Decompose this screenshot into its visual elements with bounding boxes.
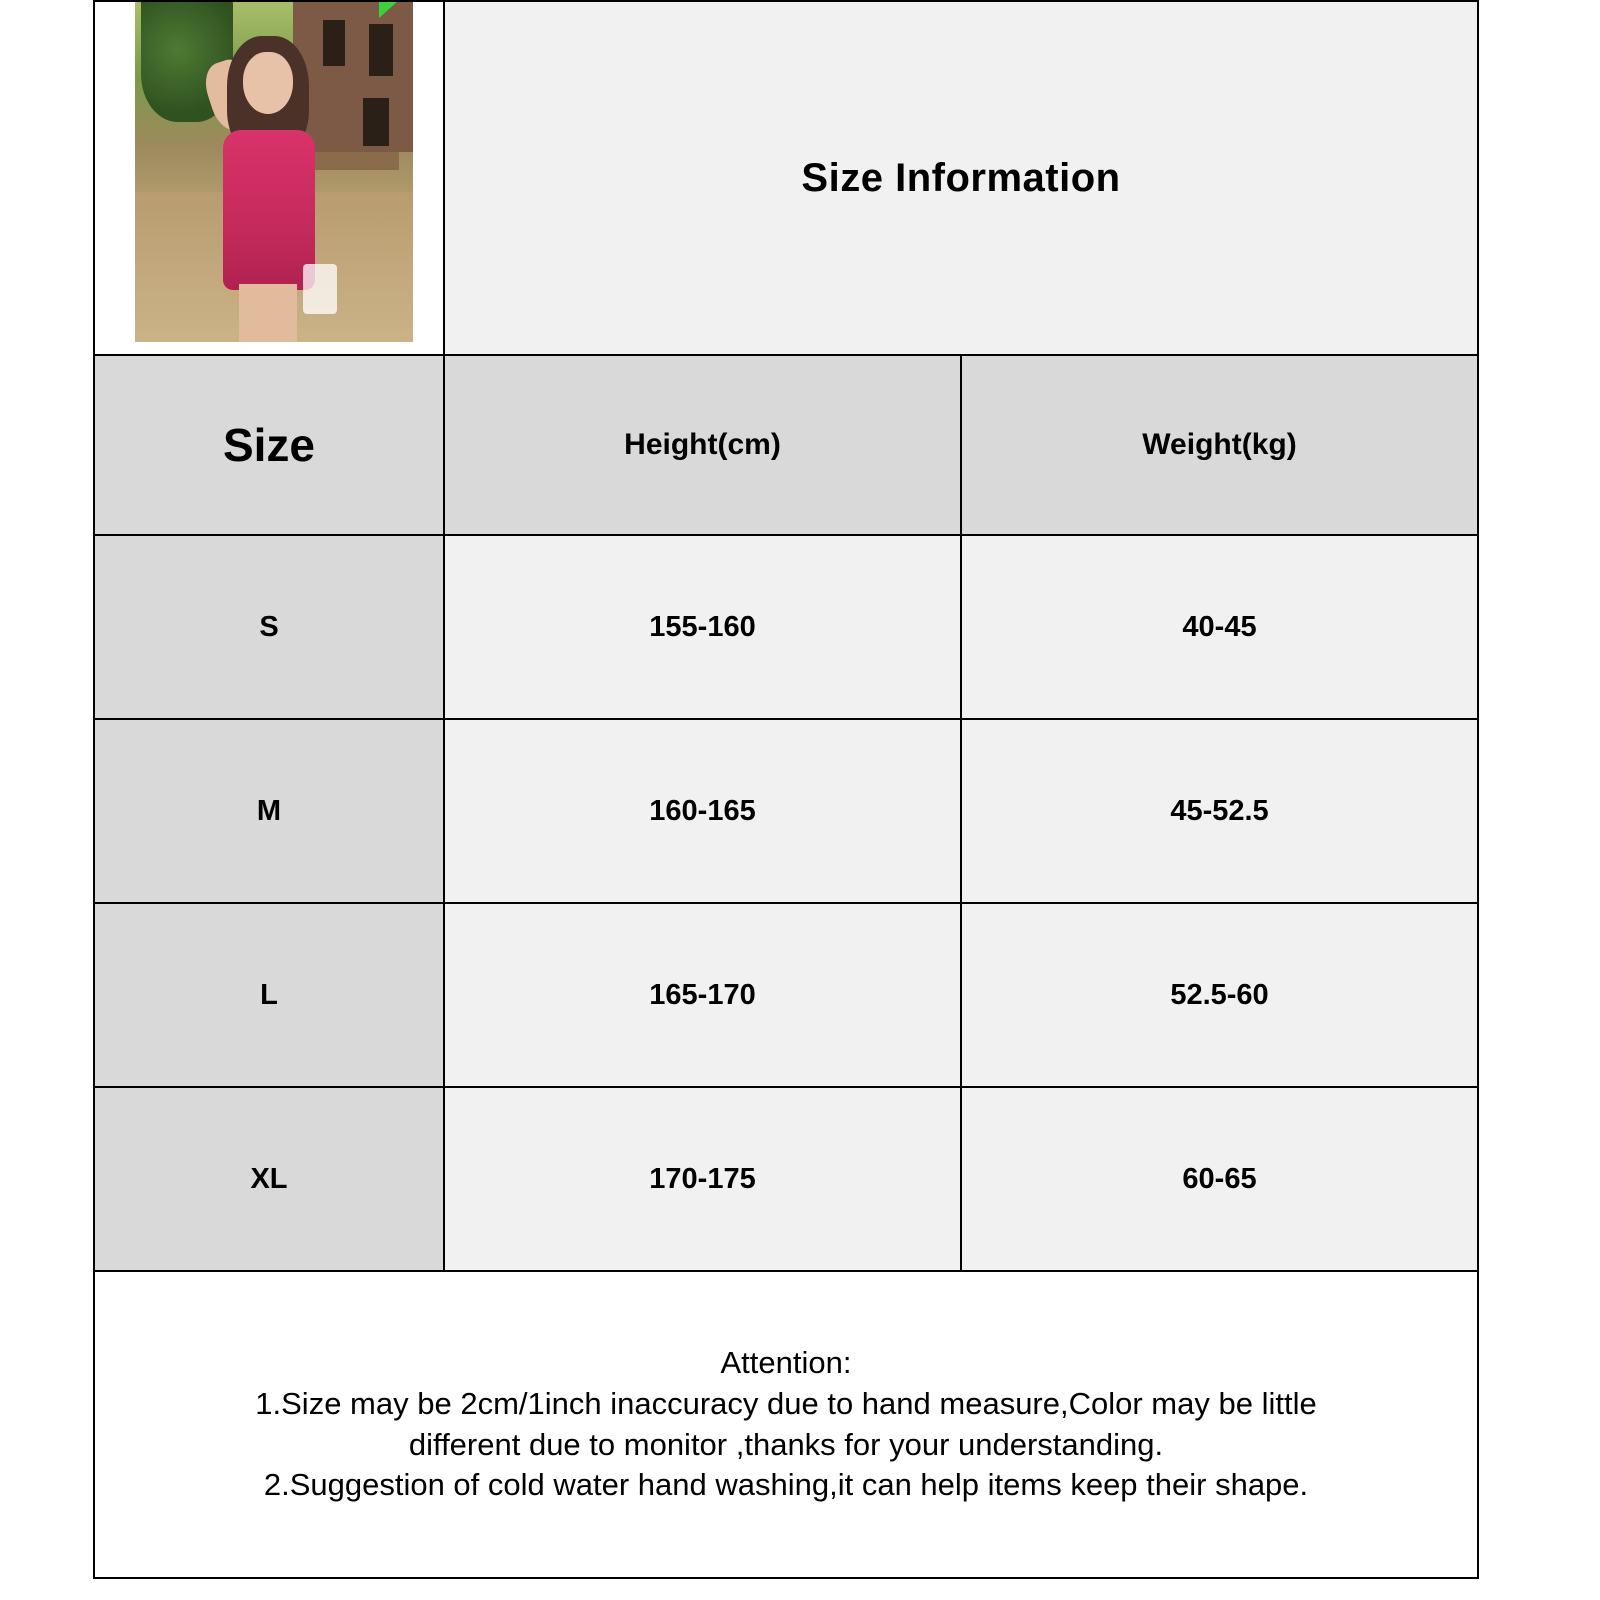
column-header-size: Size — [94, 355, 444, 535]
cell-size: L — [94, 903, 444, 1087]
cell-height: 155-160 — [444, 535, 961, 719]
attention-heading: Attention: — [720, 1344, 852, 1380]
page-title: Size Information — [801, 155, 1121, 200]
window-decor-icon — [369, 24, 393, 76]
cell-size: S — [94, 535, 444, 719]
size-information-table — [93, 0, 1479, 1579]
table-row — [94, 903, 1478, 1087]
title-cell — [444, 1, 1478, 355]
table-row — [94, 535, 1478, 719]
attention-line-2: different due to monitor ,thanks for your understanding. — [408, 1426, 1164, 1462]
green-corner-marker-icon — [379, 2, 397, 18]
attention-line-1: 1.Size may be 2cm/1inch inaccuracy due to hand measure,Color may be little — [255, 1385, 1317, 1421]
cell-weight: 45-52.5 — [961, 719, 1478, 903]
cell-height: 170-175 — [444, 1087, 961, 1271]
cell-weight: 40-45 — [961, 535, 1478, 719]
product-photo — [95, 2, 443, 354]
table-header-row-title — [94, 1, 1478, 355]
window-decor-icon — [363, 98, 389, 146]
model-bag — [303, 264, 337, 314]
model-face — [243, 52, 293, 114]
cell-weight: 60-65 — [961, 1087, 1478, 1271]
attention-row — [94, 1271, 1478, 1578]
product-photo-cell — [94, 1, 444, 355]
column-header-height: Height(cm) — [444, 355, 961, 535]
table-row — [94, 1087, 1478, 1271]
model-legs — [239, 284, 297, 342]
house-decor-icon — [293, 2, 413, 152]
cell-size: XL — [94, 1087, 444, 1271]
attention-block — [94, 1271, 1478, 1578]
cell-height: 165-170 — [444, 903, 961, 1087]
table-row — [94, 719, 1478, 903]
product-photo-image — [135, 2, 413, 342]
attention-line-3: 2.Suggestion of cold water hand washing,it can help items keep their shape. — [263, 1467, 1309, 1503]
cell-height: 160-165 — [444, 719, 961, 903]
cell-weight: 52.5-60 — [961, 903, 1478, 1087]
table-header-row — [94, 355, 1478, 535]
column-header-weight: Weight(kg) — [961, 355, 1478, 535]
window-decor-icon — [323, 20, 345, 66]
model-dress — [223, 130, 315, 290]
cell-size: M — [94, 719, 444, 903]
